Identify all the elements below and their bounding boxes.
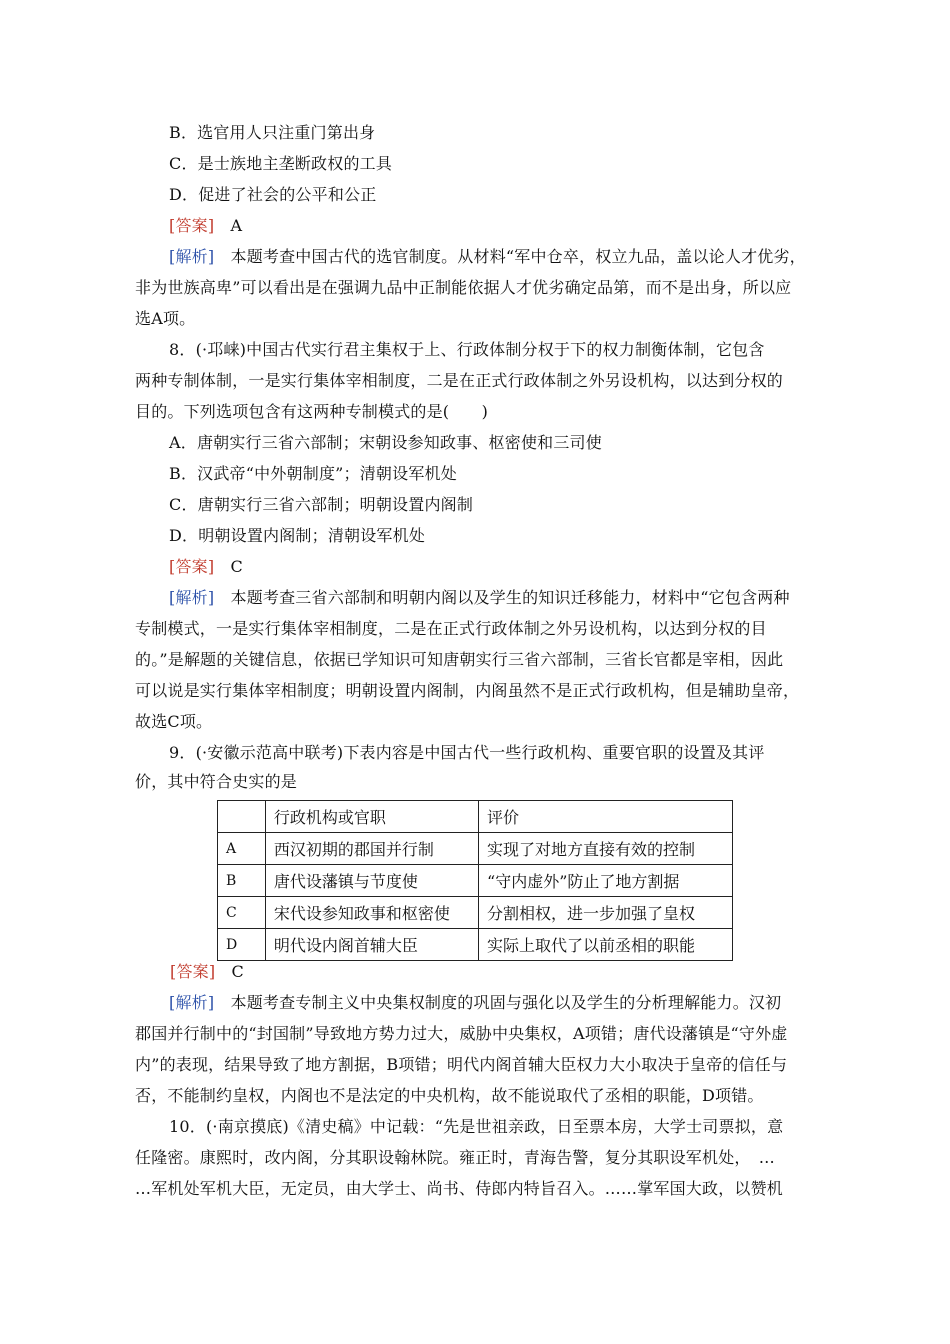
q10-stem-2: 任隆密。康熙时，改内阁，分其职设翰林院。雍正时，青海告警，复分其职设军机处， …	[135, 1148, 776, 1167]
table-cell: 实际上取代了以前丞相的职能	[479, 929, 733, 961]
analysis-tag: [解析]	[169, 247, 215, 266]
q8-option-c: C．唐朝实行三省六部制；明朝设置内阁制	[169, 495, 474, 514]
analysis-text: 本题考查中国古代的选官制度。从材料“军中仓卒，权立九品，盖以论人才优劣，	[230, 247, 806, 266]
q9-stem-1: 9．(·安徽示范高中联考)下表内容是中国古代一些行政机构、重要官职的设置及其评	[169, 743, 765, 762]
q7-analysis-line-1	[169, 247, 859, 267]
q7-option-c: C．是士族地主垄断政权的工具	[169, 154, 393, 173]
q8-analysis-line-3: 的。”是解题的关键信息，依据已学知识可知唐朝实行三省六部制，三省长官都是宰相，因此	[135, 650, 784, 669]
q7-answer	[169, 216, 859, 236]
q9-analysis-line-1	[169, 993, 859, 1013]
q10-stem-3: …军机处军机大臣，无定员，由大学士、尚书、侍郎内特旨召入。……掌军国大政，以赞机	[135, 1179, 784, 1198]
table-cell: D	[218, 929, 266, 961]
table-header-cell	[218, 801, 266, 833]
table-row	[218, 865, 733, 897]
answer-value: C	[230, 557, 243, 576]
table-cell: 实现了对地方直接有效的控制	[479, 833, 733, 865]
table-cell: 分割相权，进一步加强了皇权	[479, 897, 733, 929]
answer-tag: [答案]	[169, 557, 215, 576]
analysis-tag: [解析]	[169, 588, 215, 607]
analysis-text: 本题考查专制主义中央集权制度的巩固与强化以及学生的分析理解能力。汉初	[230, 993, 782, 1012]
table-row	[218, 929, 733, 961]
q9-answer	[170, 962, 860, 982]
q9-analysis-line-4: 否，不能制约皇权，内阁也不是法定的中央机构，故不能说取代了丞相的职能，D项错。	[135, 1086, 764, 1105]
q8-analysis-line-5: 故选C项。	[135, 712, 213, 731]
answer-value: A	[230, 216, 243, 235]
answer-tag: [答案]	[170, 962, 216, 981]
answer-value: C	[231, 962, 244, 981]
table-row	[218, 833, 733, 865]
q8-analysis-line-4: 可以说是实行集体宰相制度；明朝设置内阁制，内阁虽然不是正式行政机构，但是辅助皇帝，	[135, 681, 800, 700]
table-cell: 宋代设参知政事和枢密使	[265, 897, 478, 929]
table-header-cell: 评价	[479, 801, 733, 833]
q8-option-a: A．唐朝实行三省六部制；宋朝设参知政事、枢密使和三司使	[169, 433, 602, 452]
table-cell: 西汉初期的郡国并行制	[265, 833, 478, 865]
q7-analysis-line-2: 非为世族高卑”可以看出是在强调九品中正制能依据人才优劣确定品第，而不是出身，所以应	[135, 278, 792, 297]
q9-analysis-line-2: 郡国并行制中的“封国制”导致地方势力过大，威胁中央集权，A项错；唐代设藩镇是“守外虚	[135, 1024, 788, 1043]
table-row	[218, 897, 733, 929]
table-cell: C	[218, 897, 266, 929]
q8-option-b: B．汉武帝“中外朝制度”；清朝设军机处	[169, 464, 457, 483]
q7-analysis-line-3: 选A项。	[135, 309, 196, 328]
q8-analysis-line-2: 专制模式，一是实行集体宰相制度，二是在正式行政体制之外另设机构，以达到分权的目	[135, 619, 767, 638]
table-header-cell: 行政机构或官职	[265, 801, 478, 833]
q8-stem-1: 8．(·邛崃)中国古代实行君主集权于上、行政体制分权于下的权力制衡体制，它包含	[169, 340, 765, 359]
analysis-text: 本题考查三省六部制和明朝内阁以及学生的知识迁移能力，材料中“它包含两种	[230, 588, 790, 607]
q7-option-b: B．选官用人只注重门第出身	[169, 123, 376, 142]
table-cell: 唐代设藩镇与节度使	[265, 865, 478, 897]
q7-option-d: D．促进了社会的公平和公正	[169, 185, 377, 204]
table-cell: A	[218, 833, 266, 865]
q8-answer	[169, 557, 859, 577]
q8-stem-2: 两种专制体制，一是实行集体宰相制度，二是在正式行政体制之外另设机构，以达到分权的	[135, 371, 784, 390]
q9-stem-2: 价，其中符合史实的是	[135, 772, 298, 791]
q8-stem-3: 目的。下列选项包含有这两种专制模式的是( )	[135, 402, 489, 421]
answer-tag: [答案]	[169, 216, 215, 235]
table-cell: 明代设内阁首辅大臣	[265, 929, 478, 961]
q10-stem-1: 10．(·南京摸底)《清史稿》中记载：“先是世祖亲政，日至票本房，大学士司票拟，意	[169, 1117, 784, 1136]
table-cell: “守内虚外”防止了地方割据	[479, 865, 733, 897]
table-header-row	[218, 801, 733, 833]
q9-analysis-line-3: 内”的表现，结果导致了地方割据，B项错；明代内阁首辅大臣权力大小取决于皇帝的信任与	[135, 1055, 788, 1074]
q8-analysis-line-1	[169, 588, 859, 608]
analysis-tag: [解析]	[169, 993, 215, 1012]
table-cell: B	[218, 865, 266, 897]
evaluation-table	[217, 800, 733, 961]
q8-option-d: D．明朝设置内阁制；清朝设军机处	[169, 526, 426, 545]
